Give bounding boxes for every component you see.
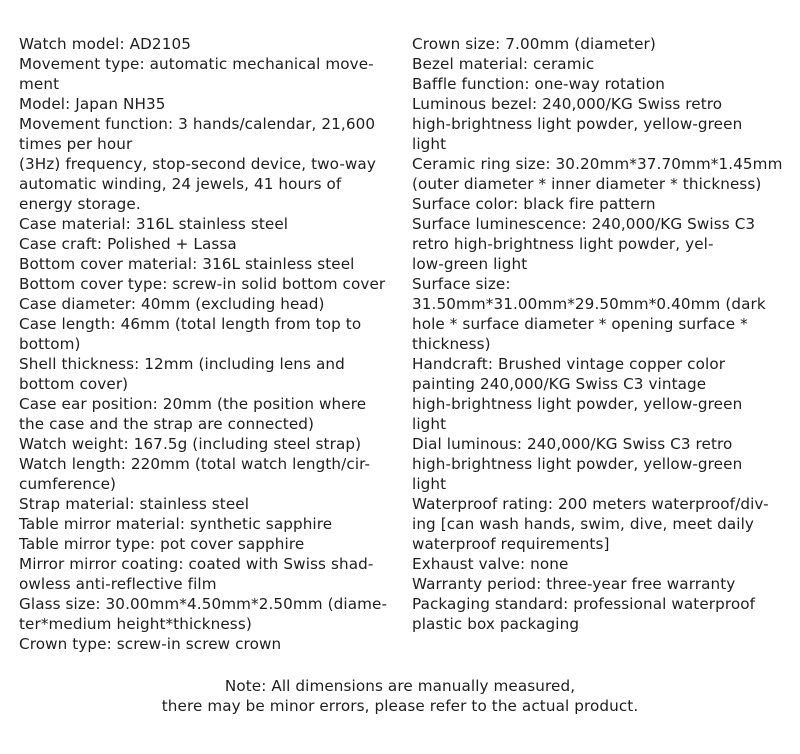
spec-right-line: (outer diameter * inner diameter * thickness) — [412, 175, 762, 193]
spec-left-line: Watch length: 220mm (total watch length/cir- — [19, 455, 371, 473]
spec-left-line: bottom) — [19, 335, 81, 353]
spec-right-line: Surface luminescence: 240,000/KG Swiss C3 — [412, 215, 756, 233]
spec-left-line: bottom cover) — [19, 375, 129, 393]
spec-left-line: times per hour — [19, 135, 133, 153]
spec-right-line: 31.50mm*31.00mm*29.50mm*0.40mm (dark — [412, 295, 766, 313]
spec-left-line: (3Hz) frequency, stop-second device, two-way — [19, 155, 376, 173]
spec-right-line: retro high-brightness light powder, yel- — [412, 235, 714, 253]
spec-left-line: Case diameter: 40mm (excluding head) — [19, 295, 325, 313]
spec-left-line: Table mirror type: pot cover sapphire — [19, 535, 305, 553]
spec-right-line: Crown size: 7.00mm (diameter) — [412, 35, 656, 53]
spec-left-line: Mirror mirror coating: coated with Swiss shad- — [19, 555, 374, 573]
spec-right-line: Surface color: black fire pattern — [412, 195, 656, 213]
spec-left-line: Model: Japan NH35 — [19, 95, 166, 113]
spec-left-line: energy storage. — [19, 195, 141, 213]
spec-left-line: Table mirror material: synthetic sapphire — [19, 515, 333, 533]
spec-left-line: Case ear position: 20mm (the position where — [19, 395, 367, 413]
spec-left-line: Bottom cover material: 316L stainless steel — [19, 255, 355, 273]
spec-right-line: Surface size: — [412, 275, 511, 293]
spec-right-line: thickness) — [412, 335, 491, 353]
spec-right-line: ing [can wash hands, swim, dive, meet daily — [412, 515, 754, 533]
note-line-1: Note: All dimensions are manually measured, — [224, 677, 576, 695]
note-line-2: there may be minor errors, please refer to the actual product. — [161, 697, 639, 715]
spec-right-line: painting 240,000/KG Swiss C3 vintage — [412, 375, 707, 393]
spec-left-line: automatic winding, 24 jewels, 41 hours of — [19, 175, 342, 193]
spec-right-line: Ceramic ring size: 30.20mm*37.70mm*1.45mm — [412, 155, 783, 173]
spec-left-line: Case length: 46mm (total length from top to — [19, 315, 362, 333]
spec-left-line: Watch model: AD2105 — [19, 35, 191, 53]
spec-left-line: Movement function: 3 hands/calendar, 21,600 — [19, 115, 376, 133]
spec-left-line: Shell thickness: 12mm (including lens and — [19, 355, 345, 373]
spec-column-right — [412, 34, 790, 634]
spec-right-line: Bezel material: ceramic — [412, 55, 595, 73]
spec-left-line: Case material: 316L stainless steel — [19, 215, 289, 233]
spec-right-line: Packaging standard: professional waterproof — [412, 595, 756, 613]
spec-right-line: Warranty period: three-year free warranty — [412, 575, 736, 593]
spec-right-line: plastic box packaging — [412, 615, 580, 633]
spec-right-line: high-brightness light powder, yellow-green — [412, 115, 743, 133]
spec-left-line: ment — [19, 75, 60, 93]
spec-left-line: Bottom cover type: screw-in solid bottom cover — [19, 275, 386, 293]
spec-right-line: light — [412, 135, 447, 153]
spec-left-line: Case craft: Polished + Lassa — [19, 235, 237, 253]
spec-right-line: Waterproof rating: 200 meters waterproof/div- — [412, 495, 769, 513]
spec-right-line: Baffle function: one-way rotation — [412, 75, 665, 93]
spec-left-line: the case and the strap are connected) — [19, 415, 315, 433]
spec-right-line: Dial luminous: 240,000/KG Swiss C3 retro — [412, 435, 733, 453]
spec-left-line: Strap material: stainless steel — [19, 495, 250, 513]
spec-column-left — [19, 34, 391, 654]
spec-left-line: Watch weight: 167.5g (including steel strap) — [19, 435, 362, 453]
spec-right-line: light — [412, 415, 447, 433]
spec-right-line: light — [412, 475, 447, 493]
spec-right-line: hole * surface diameter * opening surface * — [412, 315, 748, 333]
spec-right-line: low-green light — [412, 255, 528, 273]
spec-right-line: Luminous bezel: 240,000/KG Swiss retro — [412, 95, 723, 113]
spec-left-line: cumference) — [19, 475, 117, 493]
spec-left-line: Movement type: automatic mechanical move- — [19, 55, 374, 73]
spec-left-line: owless anti-reflective film — [19, 575, 217, 593]
spec-right-line: high-brightness light powder, yellow-green — [412, 455, 743, 473]
spec-right-line: Handcraft: Brushed vintage copper color — [412, 355, 726, 373]
spec-left-line: Glass size: 30.00mm*4.50mm*2.50mm (diame- — [19, 595, 388, 613]
spec-right-line: waterproof requirements] — [412, 535, 610, 553]
spec-right-line: Exhaust valve: none — [412, 555, 569, 573]
spec-left-line: Crown type: screw-in screw crown — [19, 635, 282, 653]
spec-left-line: ter*medium height*thickness) — [19, 615, 252, 633]
spec-right-line: high-brightness light powder, yellow-green — [412, 395, 743, 413]
